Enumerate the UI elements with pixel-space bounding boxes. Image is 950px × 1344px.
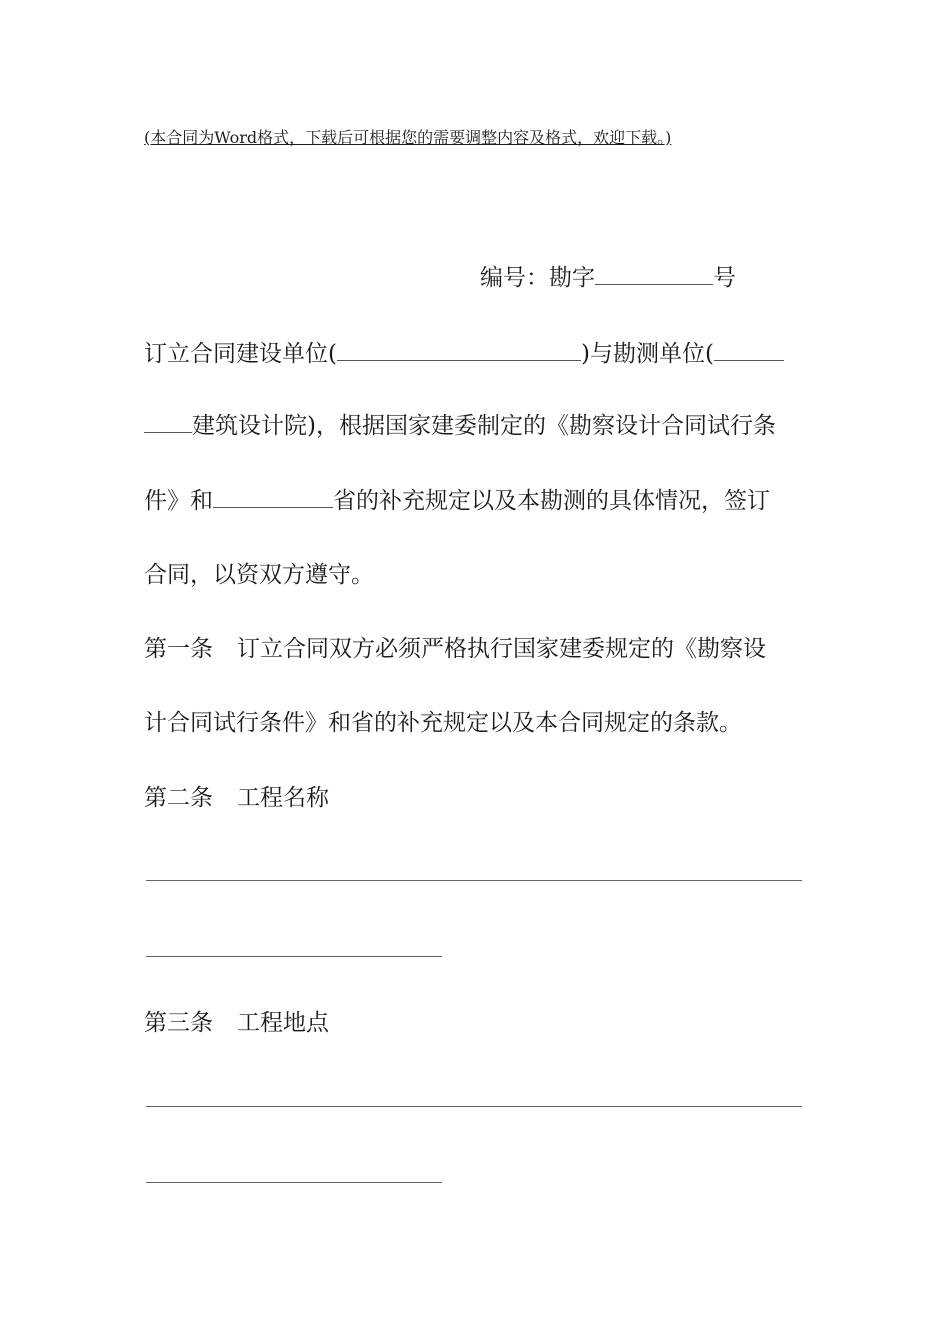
intro-line-4 bbox=[144, 560, 374, 590]
article-2-heading bbox=[144, 783, 329, 813]
project-location-blank-1 bbox=[146, 1106, 802, 1107]
builder-unit-blank bbox=[337, 338, 581, 361]
intro-line-1 bbox=[144, 338, 784, 369]
survey-unit-blank-cont bbox=[144, 410, 192, 433]
article-2-label: 工程名称 bbox=[237, 785, 329, 811]
intro-line-2 bbox=[144, 410, 776, 441]
project-location-blank-2 bbox=[146, 1182, 442, 1183]
contract-number-suffix: 号 bbox=[713, 265, 736, 291]
intro-line-3 bbox=[144, 485, 770, 516]
province-blank bbox=[213, 485, 333, 508]
article-1-title: 第一条 bbox=[144, 636, 213, 662]
project-name-blank-1 bbox=[146, 880, 802, 881]
article-1-text-1: 订立合同双方必须严格执行国家建委规定的《勘察设 bbox=[237, 636, 766, 662]
article-1-line-2 bbox=[144, 708, 742, 738]
intro-text-4: 件》和 bbox=[144, 488, 213, 514]
project-name-blank-2 bbox=[146, 956, 442, 957]
article-3-title: 第三条 bbox=[144, 1010, 213, 1036]
contract-number bbox=[480, 262, 736, 293]
intro-text-1: 订立合同建设单位( bbox=[144, 341, 337, 367]
contract-number-blank bbox=[595, 262, 713, 285]
contract-number-label: 编号：勘字 bbox=[480, 265, 595, 291]
intro-text-6: 合同，以资双方遵守。 bbox=[144, 562, 374, 588]
intro-text-5: 省的补充规定以及本勘测的具体情况，签订 bbox=[333, 488, 770, 514]
intro-text-3: 建筑设计院)，根据国家建委制定的《勘察设计合同试行条 bbox=[192, 413, 776, 439]
article-1-text-2: 计合同试行条件》和省的补充规定以及本合同规定的条款。 bbox=[144, 710, 742, 736]
article-1-line-1 bbox=[144, 634, 766, 664]
article-3-label: 工程地点 bbox=[237, 1010, 329, 1036]
intro-text-2: )与勘测单位( bbox=[580, 341, 714, 367]
article-2-title: 第二条 bbox=[144, 785, 213, 811]
survey-unit-blank bbox=[714, 338, 784, 361]
article-3-heading bbox=[144, 1008, 329, 1038]
download-note: (本合同为Word格式，下载后可根据您的需要调整内容及格式，欢迎下载。) bbox=[144, 128, 672, 147]
